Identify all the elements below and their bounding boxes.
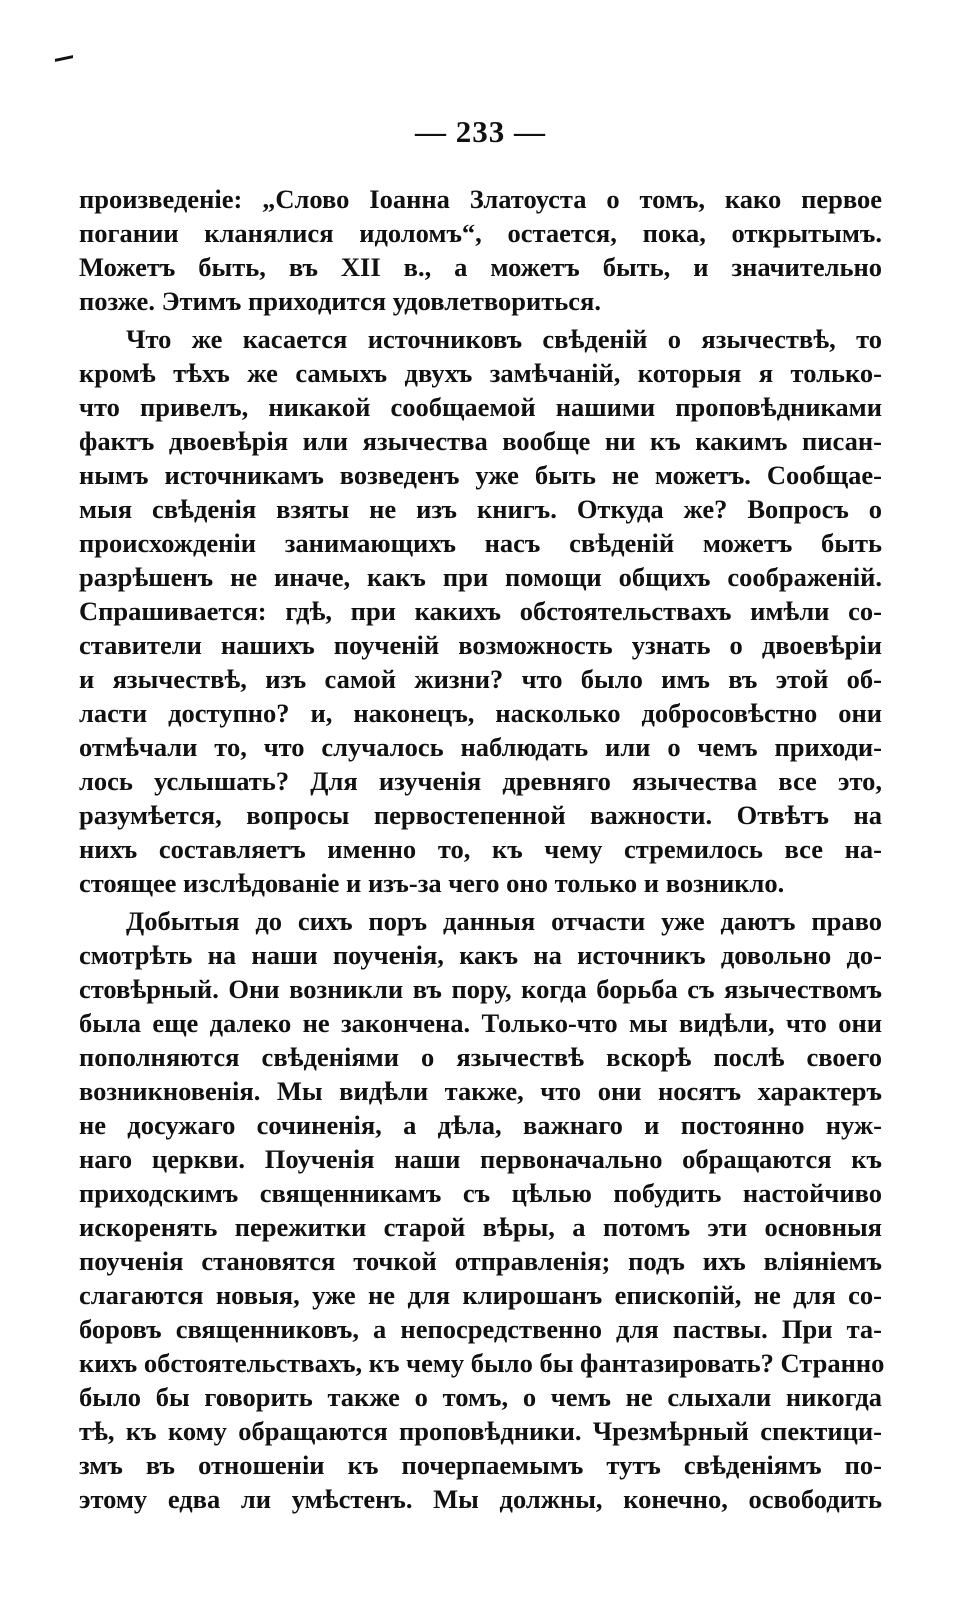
text-line: ласти доступно? и, наконецъ, насколько добросовѣстно они xyxy=(79,698,882,728)
text-line: разрѣшенъ не иначе, какъ при помощи общихъ соображеній. xyxy=(79,562,882,592)
text-line: позже. Этимъ приходится удовлетвориться. xyxy=(79,286,602,316)
text-line: отмѣчали то, что случалось наблюдать или о чемъ приходи- xyxy=(79,732,882,762)
body-text xyxy=(79,182,885,1516)
paragraph xyxy=(79,904,885,1516)
text-line: мыя свѣденія взяты не изъ книгъ. Откуда же? Вопросъ о xyxy=(79,494,882,524)
text-line: происхожденіи занимающихъ насъ свѣденій можетъ быть xyxy=(79,528,882,558)
margin-mark xyxy=(55,55,73,62)
text-line: этому едва ли умѣстенъ. Мы должны, конечно, освободить xyxy=(79,1484,882,1514)
text-line: была еще далеко не закончена. Только-что мы видѣли, что они xyxy=(79,1008,882,1038)
text-line: наго церкви. Поученія наши первоначально обращаются къ xyxy=(79,1144,882,1174)
text-line: боровъ священниковъ, а непосредственно для паствы. При та- xyxy=(79,1314,882,1344)
text-line: стовѣрный. Они возникли въ пору, когда борьба съ язычествомъ xyxy=(79,974,882,1004)
text-line: поученія становятся точкой отправленія; подъ ихъ вліяніемъ xyxy=(79,1246,882,1276)
text-line: возникновенія. Мы видѣли также, что они носятъ характеръ xyxy=(79,1076,882,1106)
text-line: приходскимъ священникамъ съ цѣлью побудить настойчиво xyxy=(79,1178,882,1208)
paragraph-container xyxy=(79,182,885,1516)
text-line: нихъ составляетъ именно то, къ чему стремилось все на- xyxy=(79,834,882,864)
text-line: пополняются свѣденіями о язычествѣ вскорѣ послѣ своего xyxy=(79,1042,882,1072)
text-line: разумѣется, вопросы первостепенной важности. Отвѣтъ на xyxy=(79,800,882,830)
text-line: было бы говорить также о томъ, о чемъ не слыхали никогда xyxy=(79,1382,882,1412)
text-line: слагаются новыя, уже не для клирошанъ епископій, не для со- xyxy=(79,1280,882,1310)
text-line: погании кланялися идоломъ“, остается, пока, открытымъ. xyxy=(79,218,882,248)
text-line: смотрѣть на наши поученія, какъ на источникъ довольно до- xyxy=(79,940,882,970)
text-line: стоящее изслѣдованіе и изъ-за чего оно только и возникло. xyxy=(79,868,785,898)
text-line: кромѣ тѣхъ же самыхъ двухъ замѣчаній, которыя я только- xyxy=(79,358,882,388)
text-line: что привелъ, никакой сообщаемой нашими проповѣдниками xyxy=(79,392,882,422)
paragraph xyxy=(79,322,882,900)
text-line: Можетъ быть, въ XII в., а можетъ быть, и значительно xyxy=(79,252,882,282)
text-line: ставители нашихъ поученій возможность узнать о двоевѣріи xyxy=(79,630,882,660)
page-number: — 233 — xyxy=(415,114,546,149)
text-line: искоренять пережитки старой вѣры, а потомъ эти основныя xyxy=(79,1212,882,1242)
text-line: кихъ обстоятельствахъ, къ чему было бы фантазировать? Странно xyxy=(79,1348,885,1378)
text-line: Что же касается источниковъ свѣденій о язычествѣ, то xyxy=(126,324,882,354)
text-line: Спрашивается: гдѣ, при какихъ обстоятельствахъ имѣли со- xyxy=(79,596,882,626)
text-line: лось услышать? Для изученія древняго язычества все это, xyxy=(79,766,882,796)
text-line: фактъ двоевѣрія или язычества вообще ни къ какимъ писан- xyxy=(79,426,882,456)
text-line: змъ въ отношеніи къ почерпаемымъ тутъ свѣденіямъ по- xyxy=(79,1450,882,1480)
text-line: не досужаго сочиненія, а дѣла, важнаго и постоянно нуж- xyxy=(79,1110,882,1140)
text-line: нымъ источникамъ возведенъ уже быть не можетъ. Сообщае- xyxy=(79,460,882,490)
text-line: Добытыя до сихъ поръ данныя отчасти уже даютъ право xyxy=(126,906,882,936)
text-line: тѣ, къ кому обращаются проповѣдники. Чрезмѣрный спектици- xyxy=(79,1416,882,1446)
text-line: и язычествѣ, изъ самой жизни? что было имъ въ этой об- xyxy=(79,664,882,694)
text-line: произведеніе: „Слово Іоанна Златоуста о томъ, како первое xyxy=(79,184,882,214)
paragraph xyxy=(79,182,882,318)
